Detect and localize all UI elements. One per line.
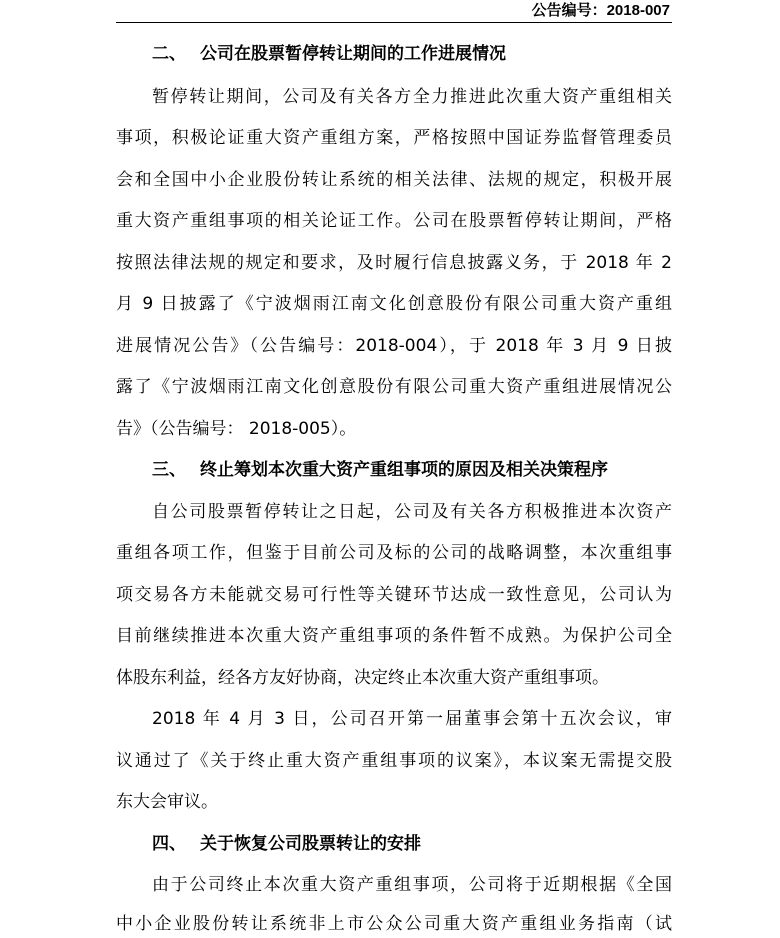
paragraph-line: 项交易各方未能就交易可行性等关键环节达成一致性意见，公司认为 [116,585,672,605]
paragraph-line: 议通过了《关于终止重大资产重组事项的议案》，本议案无需提交股 [116,751,672,771]
section-heading-2 [152,42,506,66]
paragraph-line: 自公司股票暂停转让之日起，公司及有关各方积极推进本次资产 [152,502,672,522]
section-title: 终止筹划本次重大资产重组事项的原因及相关决策程序 [200,460,608,480]
section-heading-4 [152,832,421,856]
paragraph-line: 告》（公告编号： 2018-005）。 [116,419,357,439]
paragraph-line: 事项，积极论证重大资产重组方案，严格按照中国证券监督管理委员 [116,128,672,148]
paragraph-line: 2018 年 4 月 3 日，公司召开第一届董事会第十五次会议，审 [152,709,672,729]
section-number: 二、 [152,44,186,64]
section-title: 公司在股票暂停转让期间的工作进展情况 [200,44,506,64]
section-number: 四、 [152,834,186,854]
section-title: 关于恢复公司股票转让的安排 [200,834,421,854]
paragraph-line: 体股东利益，经各方友好协商，决定终止本次重大资产重组事项。 [116,668,609,688]
paragraph-line: 重组各项工作，但鉴于目前公司及标的公司的战略调整，本次重组事 [116,543,672,563]
paragraph-line: 中小企业股份转让系统非上市公众公司重大资产重组业务指南（试 [116,914,672,934]
paragraph-line: 会和全国中小企业股份转让系统的相关法律、法规的规定，积极开展 [116,170,672,190]
paragraph-line: 目前继续推进本次重大资产重组事项的条件暂不成熟。为保护公司全 [116,626,672,646]
doc-number: 公告编号：2018-007 [531,2,670,19]
paragraph-line: 由于公司终止本次重大资产重组事项，公司将于近期根据《全国 [152,875,672,895]
paragraph-line: 暂停转让期间，公司及有关各方全力推进此次重大资产重组相关 [152,87,672,107]
paragraph-line: 重大资产重组事项的相关论证工作。公司在股票暂停转让期间，严格 [116,211,672,231]
section-number: 三、 [152,460,186,480]
paragraph-line: 露了《宁波烟雨江南文化创意股份有限公司重大资产重组进展情况公 [116,377,672,397]
paragraph-line: 按照法律法规的规定和要求，及时履行信息披露义务，于 2018 年 2 [116,253,672,273]
paragraph-line: 东大会审议。 [116,792,218,812]
section-heading-3 [152,458,608,482]
page-header [116,0,672,23]
paragraph-line: 月 9 日披露了《宁波烟雨江南文化创意股份有限公司重大资产重组 [116,294,672,314]
paragraph-line: 进展情况公告》（公告编号：2018-004），于 2018 年 3 月 9 日披 [116,336,672,356]
